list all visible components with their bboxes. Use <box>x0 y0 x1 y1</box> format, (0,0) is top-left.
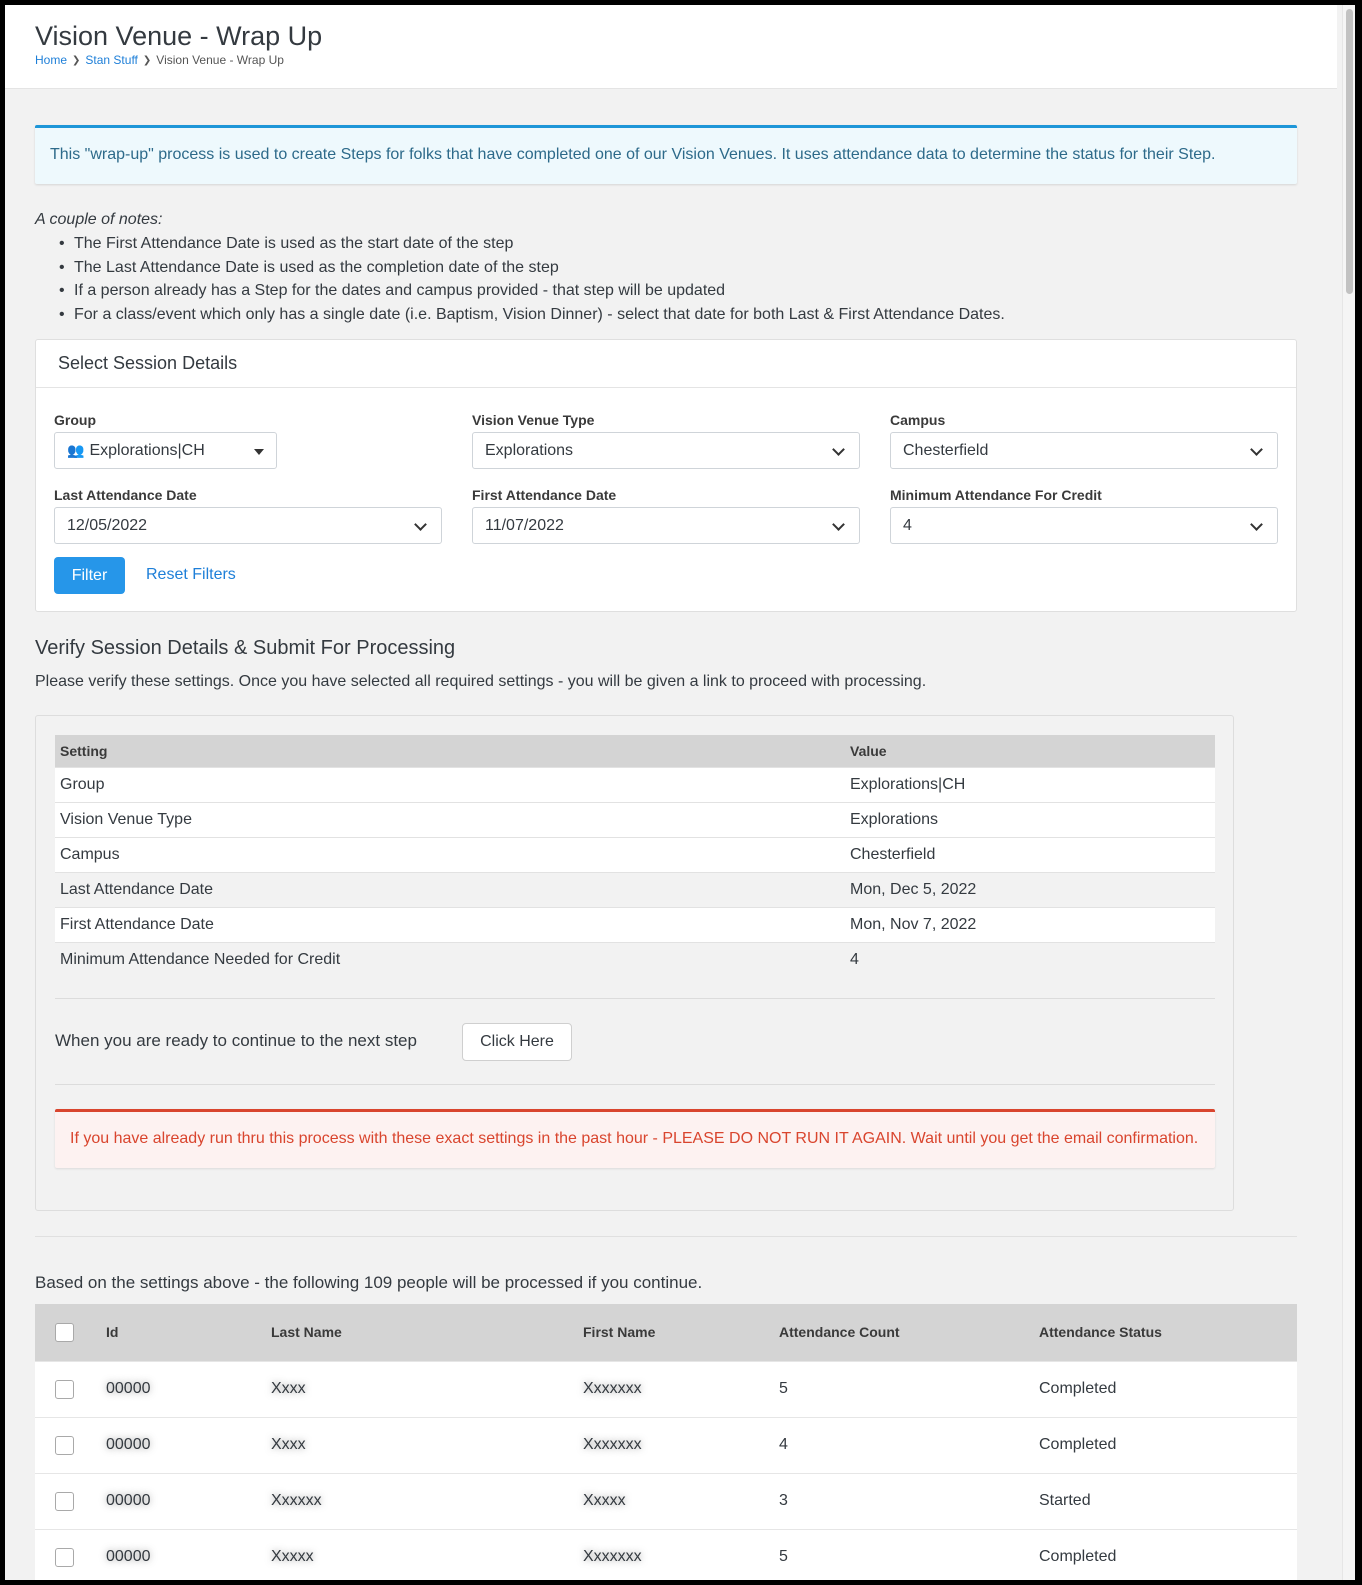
page-title: Vision Venue - Wrap Up <box>35 21 323 51</box>
table-row <box>55 872 1215 907</box>
notes-section <box>35 211 1005 327</box>
min-attendance-select[interactable] <box>890 507 1278 544</box>
first-date-label: First Attendance Date <box>472 487 617 503</box>
click-here-button[interactable]: Click Here <box>462 1023 572 1061</box>
filter-button[interactable]: Filter <box>54 557 125 594</box>
breadcrumb-home[interactable]: Home <box>35 53 68 67</box>
divider <box>35 1236 1297 1237</box>
row-checkbox[interactable] <box>55 1436 74 1455</box>
note-item: • The Last Attendance Date is used as the completion date of the step <box>59 256 1005 280</box>
people-table <box>35 1304 1297 1580</box>
person-first-name: Xxxxx <box>583 1473 779 1529</box>
attendance-count: 4 <box>779 1417 1039 1473</box>
attendance-status: Completed <box>1039 1417 1297 1473</box>
min-attendance-value: 4 <box>903 517 912 534</box>
session-details-panel <box>35 339 1297 612</box>
person-last-name: Xxxxxx <box>271 1473 583 1529</box>
campus-value: Chesterfield <box>903 442 989 459</box>
table-row <box>35 1473 1297 1529</box>
row-select-cell <box>35 1473 106 1529</box>
chevron-down-icon <box>414 518 427 531</box>
notes-intro: A couple of notes: <box>35 211 163 228</box>
scrollbar-thumb[interactable] <box>1346 9 1353 294</box>
row-select-cell <box>35 1529 106 1580</box>
attendance-status: Completed <box>1039 1361 1297 1417</box>
table-row <box>55 907 1215 942</box>
vertical-scrollbar[interactable] <box>1342 5 1355 1580</box>
setting-name: Last Attendance Date <box>55 872 845 907</box>
note-item: • If a person already has a Step for the dates and campus provided - that step will be updated <box>59 279 1005 303</box>
attendance-count: 3 <box>779 1473 1039 1529</box>
attendance-count: 5 <box>779 1361 1039 1417</box>
setting-name: Minimum Attendance Needed for Credit <box>55 942 845 977</box>
person-last-name: Xxxx <box>271 1361 583 1417</box>
divider <box>55 1084 1215 1085</box>
select-all-checkbox[interactable] <box>55 1323 74 1342</box>
campus-select[interactable] <box>890 432 1278 469</box>
divider <box>55 998 1215 999</box>
chevron-down-icon <box>1250 518 1263 531</box>
row-checkbox[interactable] <box>55 1492 74 1511</box>
row-select-cell <box>35 1361 106 1417</box>
campus-label: Campus <box>890 412 946 428</box>
caret-down-icon <box>254 449 264 455</box>
person-last-name: Xxxxx <box>271 1529 583 1580</box>
table-row <box>35 1417 1297 1473</box>
setting-name: Vision Venue Type <box>55 802 845 837</box>
setting-name: Group <box>55 767 845 802</box>
venue-type-select[interactable] <box>472 432 860 469</box>
info-alert: This "wrap-up" process is used to create Steps for folks that have completed one of our Vision Venues. It uses attendance data to determine the status for their Step. <box>35 125 1297 184</box>
group-value: Explorations|CH <box>89 442 205 459</box>
verify-subtitle: Please verify these settings. Once you have selected all required settings - you will be given a link to proceed with processing. <box>35 673 927 690</box>
notes-list <box>35 232 1005 327</box>
venue-type-value: Explorations <box>485 442 574 459</box>
setting-name: Campus <box>55 837 845 872</box>
last-date-value: 12/05/2022 <box>67 517 148 534</box>
setting-value: Chesterfield <box>845 837 1215 872</box>
setting-value: Mon, Nov 7, 2022 <box>845 907 1215 942</box>
attendance-status: Completed <box>1039 1529 1297 1580</box>
person-id: 00000 <box>106 1529 271 1580</box>
note-item: • The First Attendance Date is used as the start date of the step <box>59 232 1005 256</box>
page-header <box>5 5 1337 89</box>
warning-alert: If you have already run thru this process with these exact settings in the past hour - PLEASE DO NOT RUN IT AGAIN. Wait until you get the email confirmation. <box>55 1109 1215 1168</box>
first-date-value: 11/07/2022 <box>485 517 564 534</box>
row-checkbox[interactable] <box>55 1548 74 1567</box>
person-first-name: Xxxxxxx <box>583 1361 779 1417</box>
breadcrumb-stan-stuff[interactable]: Stan Stuff <box>85 53 138 67</box>
setting-name: First Attendance Date <box>55 907 845 942</box>
table-row <box>55 837 1215 872</box>
group-label: Group <box>54 412 96 428</box>
column-header-value: Value <box>845 735 1215 767</box>
last-date-select[interactable] <box>54 507 442 544</box>
select-all-cell <box>35 1304 106 1361</box>
app-frame <box>5 5 1355 1580</box>
setting-value: 4 <box>845 942 1215 977</box>
person-id: 00000 <box>106 1361 271 1417</box>
group-picker[interactable] <box>54 432 277 469</box>
table-row <box>55 802 1215 837</box>
panel-heading: Select Session Details <box>36 340 1296 388</box>
attendance-count: 5 <box>779 1529 1039 1580</box>
person-first-name: Xxxxxxx <box>583 1417 779 1473</box>
verify-well <box>35 715 1234 1211</box>
row-select-cell <box>35 1417 106 1473</box>
column-header-attendance-count[interactable]: Attendance Count <box>779 1304 1039 1361</box>
setting-value: Explorations|CH <box>845 767 1215 802</box>
breadcrumb-current: Vision Venue - Wrap Up <box>156 53 284 67</box>
person-id: 00000 <box>106 1417 271 1473</box>
setting-value: Explorations <box>845 802 1215 837</box>
chevron-down-icon <box>832 443 845 456</box>
person-first-name: Xxxxxxx <box>583 1529 779 1580</box>
table-row <box>55 767 1215 802</box>
person-last-name: Xxxx <box>271 1417 583 1473</box>
column-header-first-name[interactable]: First Name <box>583 1304 779 1361</box>
verify-title: Verify Session Details & Submit For Processing <box>35 637 456 659</box>
table-row <box>35 1361 1297 1417</box>
note-item: • For a class/event which only has a single date (i.e. Baptism, Vision Dinner) - select that date for both Last & First Attendance Dates. <box>59 303 1005 327</box>
first-date-select[interactable] <box>472 507 860 544</box>
table-row <box>55 942 1215 977</box>
continue-text: When you are ready to continue to the next step <box>55 1031 417 1050</box>
table-row <box>35 1529 1297 1580</box>
row-checkbox[interactable] <box>55 1380 74 1399</box>
attendance-status: Started <box>1039 1473 1297 1529</box>
venue-type-label: Vision Venue Type <box>472 412 595 428</box>
chevron-down-icon <box>1250 443 1263 456</box>
users-icon: 👥 <box>67 442 85 458</box>
breadcrumb <box>35 53 284 67</box>
chevron-right-icon: ❯ <box>72 54 81 66</box>
people-title: Based on the settings above - the following 109 people will be processed if you continue. <box>35 1273 703 1292</box>
column-header-setting: Setting <box>55 735 845 767</box>
chevron-right-icon: ❯ <box>142 54 152 66</box>
column-header-id[interactable]: Id <box>106 1304 271 1361</box>
column-header-last-name[interactable]: Last Name <box>271 1304 583 1361</box>
setting-value: Mon, Dec 5, 2022 <box>845 872 1215 907</box>
last-date-label: Last Attendance Date <box>54 487 197 503</box>
settings-table <box>55 735 1215 977</box>
min-attendance-label: Minimum Attendance For Credit <box>890 487 1102 503</box>
column-header-attendance-status[interactable]: Attendance Status <box>1039 1304 1297 1361</box>
reset-filters-link[interactable]: Reset Filters <box>146 566 236 583</box>
person-id: 00000 <box>106 1473 271 1529</box>
chevron-down-icon <box>832 518 845 531</box>
